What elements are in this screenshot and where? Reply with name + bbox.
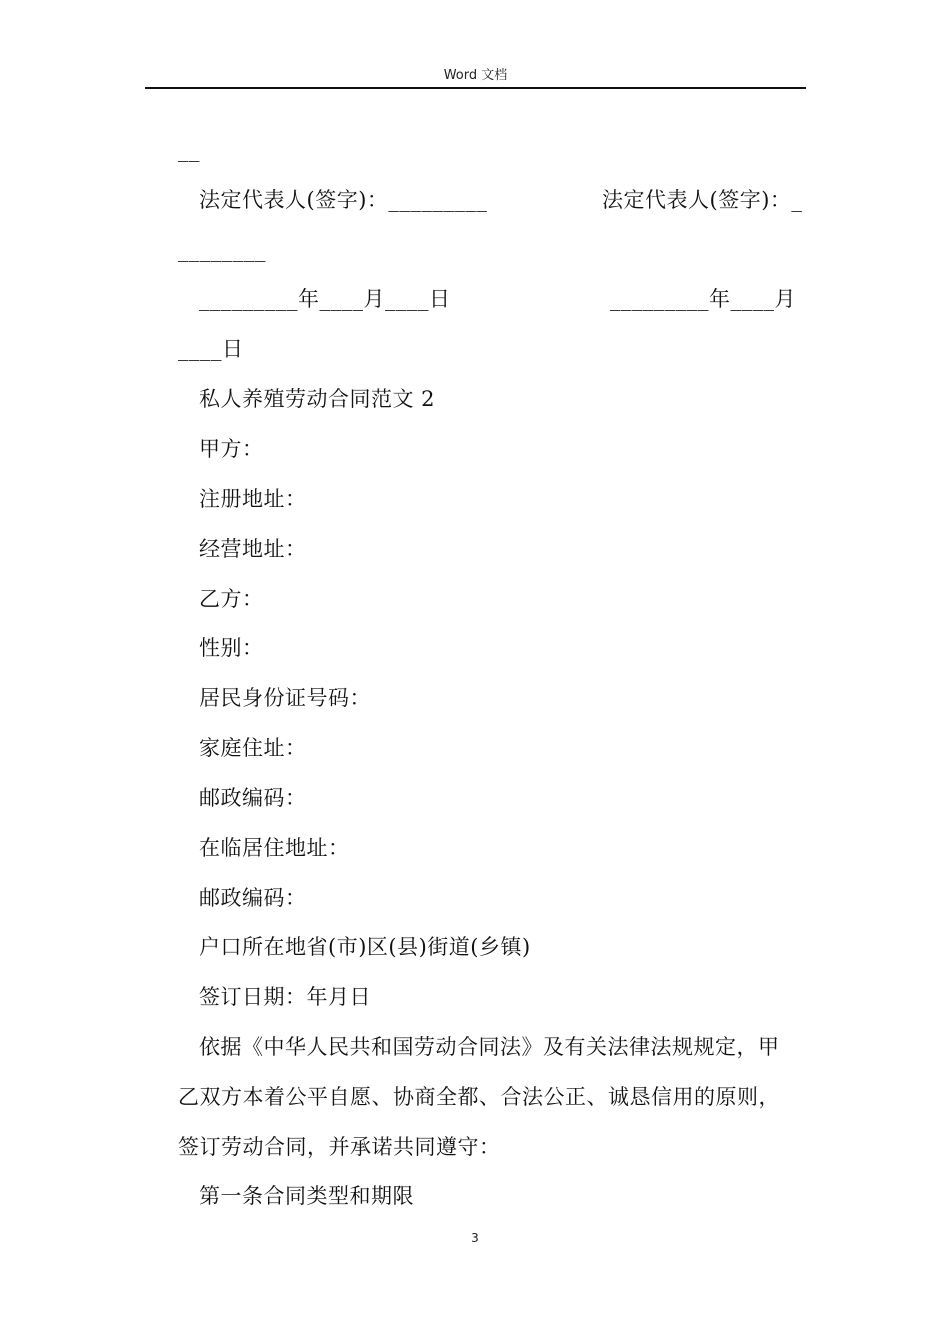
date-line-right: _________年____月 [610, 287, 796, 311]
signature-label-right: 法定代表人(签字)：_ [602, 188, 803, 212]
field-home-address: 家庭住址： [199, 736, 307, 760]
page-number: 3 [471, 1231, 479, 1245]
field-registered-address: 注册地址： [199, 487, 307, 511]
field-party-a: 甲方： [199, 437, 264, 461]
paragraph-line: 签订劳动合同，并承诺共同遵守： [178, 1135, 501, 1159]
field-household-registration: 户口所在地省(市)区(县)街道(乡镇) [199, 935, 531, 959]
text-line: __ [178, 138, 200, 162]
paragraph-line: 依据《中华人民共和国劳动合同法》及有关法律法规规定，甲 [199, 1035, 780, 1059]
signature-label-left: 法定代表人(签字)：_________ [199, 188, 488, 212]
field-business-address: 经营地址： [199, 537, 307, 561]
header-divider [145, 87, 806, 89]
field-signing-date: 签订日期：年月日 [199, 985, 371, 1009]
paragraph-line: 乙双方本着公平自愿、协商全都、合法公正、诚恳信用的原则， [178, 1085, 780, 1109]
field-gender: 性别： [199, 636, 264, 660]
field-temp-address: 在临居住地址： [199, 836, 350, 860]
field-postal-code-2: 邮政编码： [199, 886, 307, 910]
field-postal-code: 邮政编码： [199, 786, 307, 810]
text-line: ________ [178, 238, 266, 262]
page-header: Word 文档 [443, 68, 508, 83]
date-line-left: _________年____月____日 [199, 287, 451, 311]
field-id-number: 居民身份证号码： [199, 686, 371, 710]
field-party-b: 乙方： [199, 587, 264, 611]
article-heading: 第一条合同类型和期限 [199, 1184, 414, 1208]
section-title: 私人养殖劳动合同范文 2 [199, 387, 436, 411]
text-line: ____日 [178, 337, 244, 361]
